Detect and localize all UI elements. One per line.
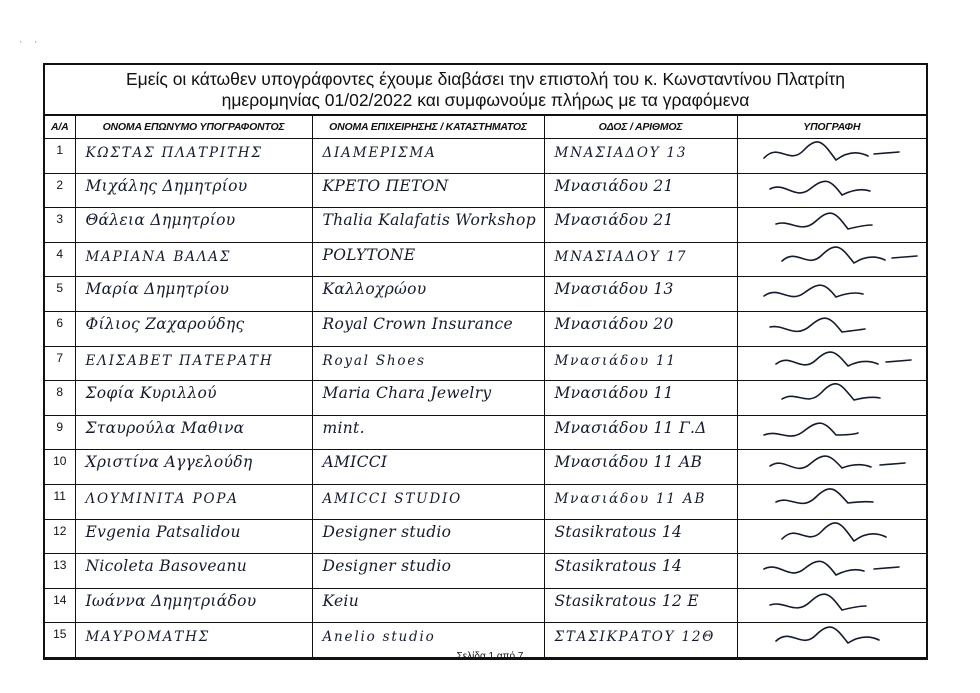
street-address-text: Μνασιάδου 11 bbox=[554, 352, 677, 369]
handwritten-signature bbox=[737, 450, 926, 485]
signatory-name bbox=[75, 277, 312, 312]
row-number: 6 bbox=[45, 311, 75, 346]
business-name bbox=[312, 554, 544, 589]
handwritten-signature bbox=[737, 346, 926, 381]
business-name bbox=[312, 415, 544, 450]
col-header-signature: ΥΠΟΓΡΑΦΗ bbox=[737, 116, 926, 139]
signatory-name-text: Nicoleta Basoveanu bbox=[85, 557, 248, 576]
handwritten-signature bbox=[737, 242, 926, 277]
row-number: 13 bbox=[45, 554, 75, 589]
signatory-name bbox=[75, 484, 312, 519]
signatory-name-text: Σταυρούλα Μαθινα bbox=[85, 418, 245, 437]
business-name-text: AMICCI STUDIO bbox=[322, 490, 462, 507]
signature-scribble bbox=[744, 451, 924, 479]
street-address bbox=[544, 208, 737, 243]
row-number: 3 bbox=[45, 208, 75, 243]
table-row bbox=[45, 277, 926, 312]
street-address-text: Stasikratous 14 bbox=[554, 557, 683, 576]
signatory-name-text: Ιωάννα Δημητριάδου bbox=[85, 591, 257, 610]
signatory-name-text: ΛΟΥΜΙΝΙΤΑ ΡΟΡΑ bbox=[85, 490, 239, 507]
signature-scribble bbox=[744, 209, 924, 237]
business-name-text: Keiu bbox=[322, 591, 359, 610]
row-number: 9 bbox=[45, 415, 75, 450]
table-row bbox=[45, 484, 926, 519]
scan-artifact: · · bbox=[18, 38, 41, 48]
street-address bbox=[544, 484, 737, 519]
business-name-text: Thalia Kalafatis Workshop bbox=[322, 211, 536, 230]
signatory-name bbox=[75, 554, 312, 589]
business-name bbox=[312, 588, 544, 623]
business-name bbox=[312, 139, 544, 174]
title-line-2: ημερομηνίας 01/02/2022 και συμφωνούμε πλήρως με τα γραφόμενα bbox=[221, 90, 750, 110]
row-number: 14 bbox=[45, 588, 75, 623]
handwritten-signature bbox=[737, 484, 926, 519]
street-address bbox=[544, 588, 737, 623]
signatory-name-text: Φίλιος Ζαχαρούδης bbox=[85, 314, 245, 333]
table-row bbox=[45, 554, 926, 589]
street-address-text: Stasikratous 12 Ε bbox=[554, 591, 700, 610]
business-name-text: mint. bbox=[322, 418, 365, 437]
signatures-table bbox=[45, 116, 926, 658]
row-number: 10 bbox=[45, 450, 75, 485]
row-number: 5 bbox=[45, 277, 75, 312]
street-address-text: Μνασιάδου 11 ΑΒ bbox=[554, 453, 703, 472]
signature-scribble bbox=[744, 555, 924, 583]
signatory-name-text: Μιχάλης Δημητρίου bbox=[85, 176, 248, 195]
signatory-name bbox=[75, 381, 312, 416]
signatory-name bbox=[75, 519, 312, 554]
business-name bbox=[312, 484, 544, 519]
col-header-business: ΟΝΟΜΑ ΕΠΙΧΕΙΡΗΣΗΣ / ΚΑΤΑΣΤΗΜΑΤΟΣ bbox=[312, 116, 544, 139]
signatory-name bbox=[75, 311, 312, 346]
row-number: 15 bbox=[45, 623, 75, 658]
table-row bbox=[45, 381, 926, 416]
street-address-text: Μνασιάδου 11 bbox=[554, 384, 674, 403]
business-name-text: ΚΡΕΤΟ ΠΕΤΟΝ bbox=[322, 176, 449, 195]
street-address-text: ΜΝΑΣΙΑΔΟΥ 13 bbox=[554, 145, 688, 161]
table-row bbox=[45, 139, 926, 174]
signature-scribble bbox=[744, 313, 924, 341]
row-number: 8 bbox=[45, 381, 75, 416]
table-row bbox=[45, 346, 926, 381]
business-name-text: Royal Crown Insurance bbox=[322, 314, 513, 333]
street-address-text: ΜΝΑΣΙΑΔΟΥ 17 bbox=[554, 248, 688, 265]
signatory-name-text: ΜΑΡΙΑΝΑ ΒΑΛΑΣ bbox=[85, 248, 232, 265]
page-footer: Σελίδα 1 από 7 bbox=[456, 651, 524, 662]
business-name bbox=[312, 346, 544, 381]
row-number: 4 bbox=[45, 242, 75, 277]
street-address bbox=[544, 381, 737, 416]
street-address bbox=[544, 519, 737, 554]
row-number: 12 bbox=[45, 519, 75, 554]
signatory-name-text: Evgenia Patsalidou bbox=[85, 522, 241, 541]
handwritten-signature bbox=[737, 415, 926, 450]
signatory-name bbox=[75, 139, 312, 174]
table-row bbox=[45, 173, 926, 208]
signatory-name-text: Θάλεια Δημητρίου bbox=[85, 211, 236, 230]
street-address-text: Μνασιάδου 11 ΑΒ bbox=[554, 490, 707, 507]
table-row bbox=[45, 588, 926, 623]
table-header-row bbox=[45, 116, 926, 139]
table-row bbox=[45, 415, 926, 450]
document-title bbox=[45, 65, 926, 116]
col-header-num: Α/Α bbox=[45, 116, 75, 139]
street-address bbox=[544, 450, 737, 485]
table-row bbox=[45, 450, 926, 485]
handwritten-signature bbox=[737, 519, 926, 554]
signatory-name bbox=[75, 346, 312, 381]
business-name bbox=[312, 173, 544, 208]
business-name bbox=[312, 277, 544, 312]
street-address bbox=[544, 554, 737, 589]
business-name bbox=[312, 519, 544, 554]
business-name-text: Maria Chara Jewelry bbox=[322, 384, 492, 403]
signatory-name-text: Σοφία Κυριλλού bbox=[85, 384, 217, 403]
business-name bbox=[312, 208, 544, 243]
business-name bbox=[312, 242, 544, 277]
handwritten-signature bbox=[737, 381, 926, 416]
handwritten-signature bbox=[737, 311, 926, 346]
business-name bbox=[312, 311, 544, 346]
signatory-name-text: ΕΛΙΣΑΒΕΤ ΠΑΤΕΡΑΤΗ bbox=[85, 352, 274, 369]
street-address bbox=[544, 311, 737, 346]
street-address-text: Μνασιάδου 11 Γ.Δ bbox=[554, 418, 707, 437]
street-address bbox=[544, 242, 737, 277]
handwritten-signature bbox=[737, 208, 926, 243]
business-name-text: Designer studio bbox=[322, 522, 452, 541]
street-address-text: Μνασιάδου 21 bbox=[554, 211, 674, 230]
street-address bbox=[544, 415, 737, 450]
street-address bbox=[544, 346, 737, 381]
title-line-1: Εμείς οι κάτωθεν υπογράφοντες έχουμε διαβάσει την επιστολή του κ. Κωνσταντίνου Πλατρίτη bbox=[125, 69, 846, 89]
business-name-text: Royal Shoes bbox=[322, 352, 426, 369]
signature-scribble bbox=[744, 140, 924, 168]
handwritten-signature bbox=[737, 554, 926, 589]
row-number: 11 bbox=[45, 484, 75, 519]
street-address bbox=[544, 139, 737, 174]
signature-scribble bbox=[744, 278, 924, 306]
street-address-text: Μνασιάδου 20 bbox=[554, 314, 674, 333]
business-name-text: Καλλοχρώου bbox=[322, 280, 427, 299]
row-number: 7 bbox=[45, 346, 75, 381]
signature-scribble bbox=[744, 590, 924, 618]
signatory-name-text: Χριστίνα Αγγελούδη bbox=[85, 453, 253, 472]
signatory-name bbox=[75, 588, 312, 623]
table-row bbox=[45, 519, 926, 554]
business-name bbox=[312, 381, 544, 416]
signatory-name bbox=[75, 208, 312, 243]
signature-scribble bbox=[744, 175, 924, 203]
signature-scribble bbox=[744, 244, 924, 272]
signature-scribble bbox=[744, 486, 924, 514]
row-number: 2 bbox=[45, 173, 75, 208]
handwritten-signature bbox=[737, 277, 926, 312]
signatory-name-text: ΚΩΣΤΑΣ ΠΛΑΤΡΙΤΗΣ bbox=[85, 145, 263, 161]
street-address-text: ΣΤΑΣΙΚΡΑΤΟΥ 12Θ bbox=[554, 629, 716, 646]
signature-scribble bbox=[744, 417, 924, 445]
table-row bbox=[45, 311, 926, 346]
business-name-text: Designer studio bbox=[322, 557, 452, 576]
signatory-name-text: ΜΑΥΡΟΜΑΤΗΣ bbox=[85, 629, 211, 646]
signature-sheet bbox=[43, 63, 928, 660]
signatory-name bbox=[75, 450, 312, 485]
signatory-name-text: Μαρία Δημητρίου bbox=[85, 280, 230, 299]
table-row bbox=[45, 242, 926, 277]
street-address-text: Μνασιάδου 21 bbox=[554, 176, 674, 195]
signature-scribble bbox=[744, 382, 924, 410]
business-name bbox=[312, 450, 544, 485]
row-number: 1 bbox=[45, 139, 75, 174]
col-header-address: ΟΔΟΣ / ΑΡΙΘΜΟΣ bbox=[544, 116, 737, 139]
business-name-text: Anelio studio bbox=[322, 629, 436, 646]
street-address bbox=[544, 277, 737, 312]
signature-scribble bbox=[744, 521, 924, 549]
signatory-name bbox=[75, 415, 312, 450]
business-name-text: ΔΙΑΜΕΡΙΣΜΑ bbox=[322, 145, 437, 161]
handwritten-signature bbox=[737, 173, 926, 208]
signature-scribble bbox=[744, 624, 924, 652]
signatory-name bbox=[75, 242, 312, 277]
business-name-text: POLYTONE bbox=[322, 245, 416, 264]
signatory-name bbox=[75, 173, 312, 208]
handwritten-signature bbox=[737, 588, 926, 623]
business-name-text: AMICCI bbox=[322, 453, 388, 472]
col-header-name: ΟΝΟΜΑ ΕΠΩΝΥΜΟ ΥΠΟΓΡΑΦΟΝΤΟΣ bbox=[75, 116, 312, 139]
street-address-text: Stasikratous 14 bbox=[554, 522, 683, 541]
handwritten-signature bbox=[737, 139, 926, 174]
table-row bbox=[45, 208, 926, 243]
street-address-text: Μνασιάδου 13 bbox=[554, 280, 674, 299]
street-address bbox=[544, 173, 737, 208]
signature-scribble bbox=[744, 348, 924, 376]
